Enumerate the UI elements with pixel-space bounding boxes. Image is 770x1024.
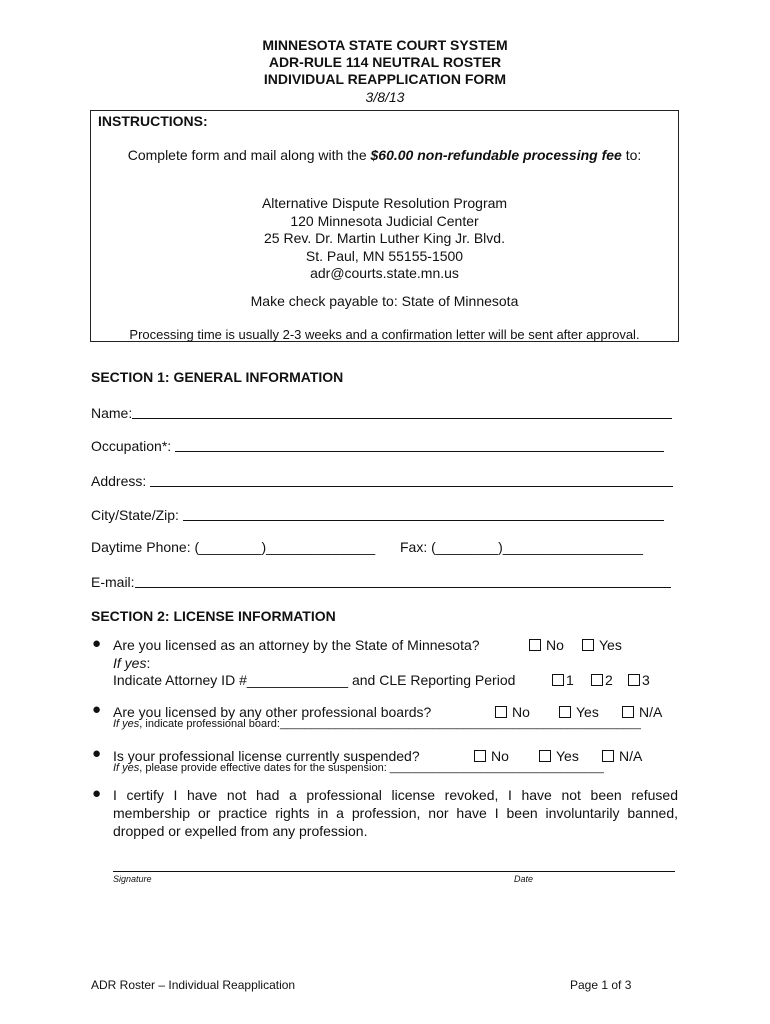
address-email: adr@courts.state.mn.us [310, 265, 459, 281]
form-date: 3/8/13 [365, 89, 405, 105]
q2-na-label: N/A [639, 704, 663, 720]
address-line-2: 120 Minnesota Judicial Center [290, 213, 479, 229]
checkbox-icon[interactable] [539, 750, 551, 762]
cle-period-3-label: 3 [642, 672, 650, 688]
page-number: Page 1 of 3 [570, 978, 632, 992]
cle-period-1-option[interactable] [552, 672, 574, 688]
checkbox-icon[interactable] [529, 639, 541, 651]
processing-time: Processing time is usually 2-3 weeks and a confirmation letter will be sent after approval. [129, 327, 640, 342]
q3-na-option[interactable] [602, 748, 642, 764]
address-input-line[interactable] [150, 472, 673, 487]
cle-period-2-option[interactable] [591, 672, 613, 688]
attorney-id-field[interactable]: Indicate Attorney ID #_____________ and CLE Reporting Period [113, 672, 516, 688]
q3-ifyes-sub: , please provide effective dates for the suspension: ___________________________________ [139, 762, 604, 774]
email-input-line[interactable] [135, 573, 671, 588]
city-state-zip-input-line[interactable] [183, 506, 664, 521]
form-header-line2: ADR-RULE 114 NEUTRAL ROSTER [268, 54, 502, 70]
check-payable: Make check payable to: State of Minnesota [250, 293, 519, 309]
q2-ifyes-sub: , indicate professional board:___________________________________________________________ [139, 718, 641, 730]
q1-ifyes-colon: : [146, 655, 151, 671]
bullet-icon: ● [92, 701, 102, 718]
cle-period-2-label: 2 [605, 672, 613, 688]
q2-text: Are you licensed by any other professional boards? [113, 704, 432, 720]
checkbox-icon[interactable] [495, 706, 507, 718]
q2-ifyes-italic: If yes [113, 718, 140, 730]
fax-field[interactable]: Fax: (________)__________________ [400, 539, 643, 555]
bullet-icon: ● [92, 785, 102, 802]
form-header-line3: INDIVIDUAL REAPPLICATION FORM [263, 71, 507, 87]
form-header-line1: MINNESOTA STATE COURT SYSTEM [262, 37, 508, 53]
q1-yes-option[interactable] [582, 637, 622, 653]
email-label: E-mail: [91, 574, 135, 590]
q3-na-label: N/A [619, 748, 643, 764]
instructions-lead-suffix: to: [621, 147, 642, 163]
checkbox-icon[interactable] [559, 706, 571, 718]
certify-statement: I certify I have not had a professional license revoked, I have not been refused membership or practice rights in a profession, nor have I been involuntarily banned, dropped or expelled from any profession. [113, 787, 678, 839]
checkbox-icon[interactable] [582, 639, 594, 651]
address-line-1: Alternative Dispute Resolution Program [261, 195, 508, 211]
signature-label: Signature [113, 874, 152, 884]
address-label: Address: [91, 473, 147, 489]
name-field[interactable] [91, 404, 672, 421]
checkbox-icon[interactable] [628, 674, 640, 686]
bullet-icon: ● [92, 745, 102, 762]
q2-ifyes-board-field[interactable] [113, 718, 641, 730]
cle-period-3-option[interactable] [628, 672, 650, 688]
instructions-lead [91, 147, 678, 163]
instructions-lead-prefix: Complete form and mail along with the [127, 147, 371, 163]
q3-ifyes-italic: If yes [113, 762, 140, 774]
name-label: Name: [91, 405, 133, 421]
date-label: Date [514, 874, 534, 884]
daytime-phone-field[interactable]: Daytime Phone: (________)______________ [91, 539, 376, 555]
email-field[interactable] [91, 573, 671, 590]
signature-line[interactable] [113, 871, 675, 872]
instructions-box [90, 110, 679, 342]
q3-no-label: No [491, 748, 509, 764]
address-field[interactable] [91, 472, 673, 489]
address-line-3: 25 Rev. Dr. Martin Luther King Jr. Blvd. [264, 230, 505, 246]
q1-no-option[interactable] [529, 637, 564, 653]
instructions-title: INSTRUCTIONS: [98, 113, 208, 129]
occupation-input-line[interactable] [175, 437, 664, 452]
q1-yes-label: Yes [599, 637, 622, 653]
checkbox-icon[interactable] [622, 706, 634, 718]
occupation-field[interactable] [91, 437, 664, 454]
q2-no-label: No [512, 704, 530, 720]
q2-yes-label: Yes [576, 704, 599, 720]
section1-title: SECTION 1: GENERAL INFORMATION [91, 369, 344, 385]
q3-ifyes-dates-field[interactable] [113, 762, 604, 774]
city-state-zip-field[interactable] [91, 506, 664, 523]
q1-ifyes-italic: If yes [113, 655, 147, 671]
q3-yes-label: Yes [556, 748, 579, 764]
address-line-4: St. Paul, MN 55155-1500 [305, 248, 464, 264]
occupation-label: Occupation*: [91, 438, 172, 454]
checkbox-icon[interactable] [552, 674, 564, 686]
q1-ifyes [113, 655, 150, 671]
q3-text: Is your professional license currently suspended? [113, 748, 420, 764]
section2-title: SECTION 2: LICENSE INFORMATION [91, 608, 336, 624]
bullet-icon: ● [92, 635, 102, 652]
checkbox-icon[interactable] [474, 750, 486, 762]
cle-period-1-label: 1 [566, 672, 574, 688]
city-state-zip-label: City/State/Zip: [91, 507, 179, 523]
processing-fee: $60.00 non-refundable processing fee [370, 147, 622, 163]
checkbox-icon[interactable] [602, 750, 614, 762]
q1-no-label: No [546, 637, 564, 653]
checkbox-icon[interactable] [591, 674, 603, 686]
name-input-line[interactable] [132, 404, 672, 419]
q1-text: Are you licensed as an attorney by the State of Minnesota? [113, 637, 480, 653]
footer-title: ADR Roster – Individual Reapplication [91, 978, 296, 992]
